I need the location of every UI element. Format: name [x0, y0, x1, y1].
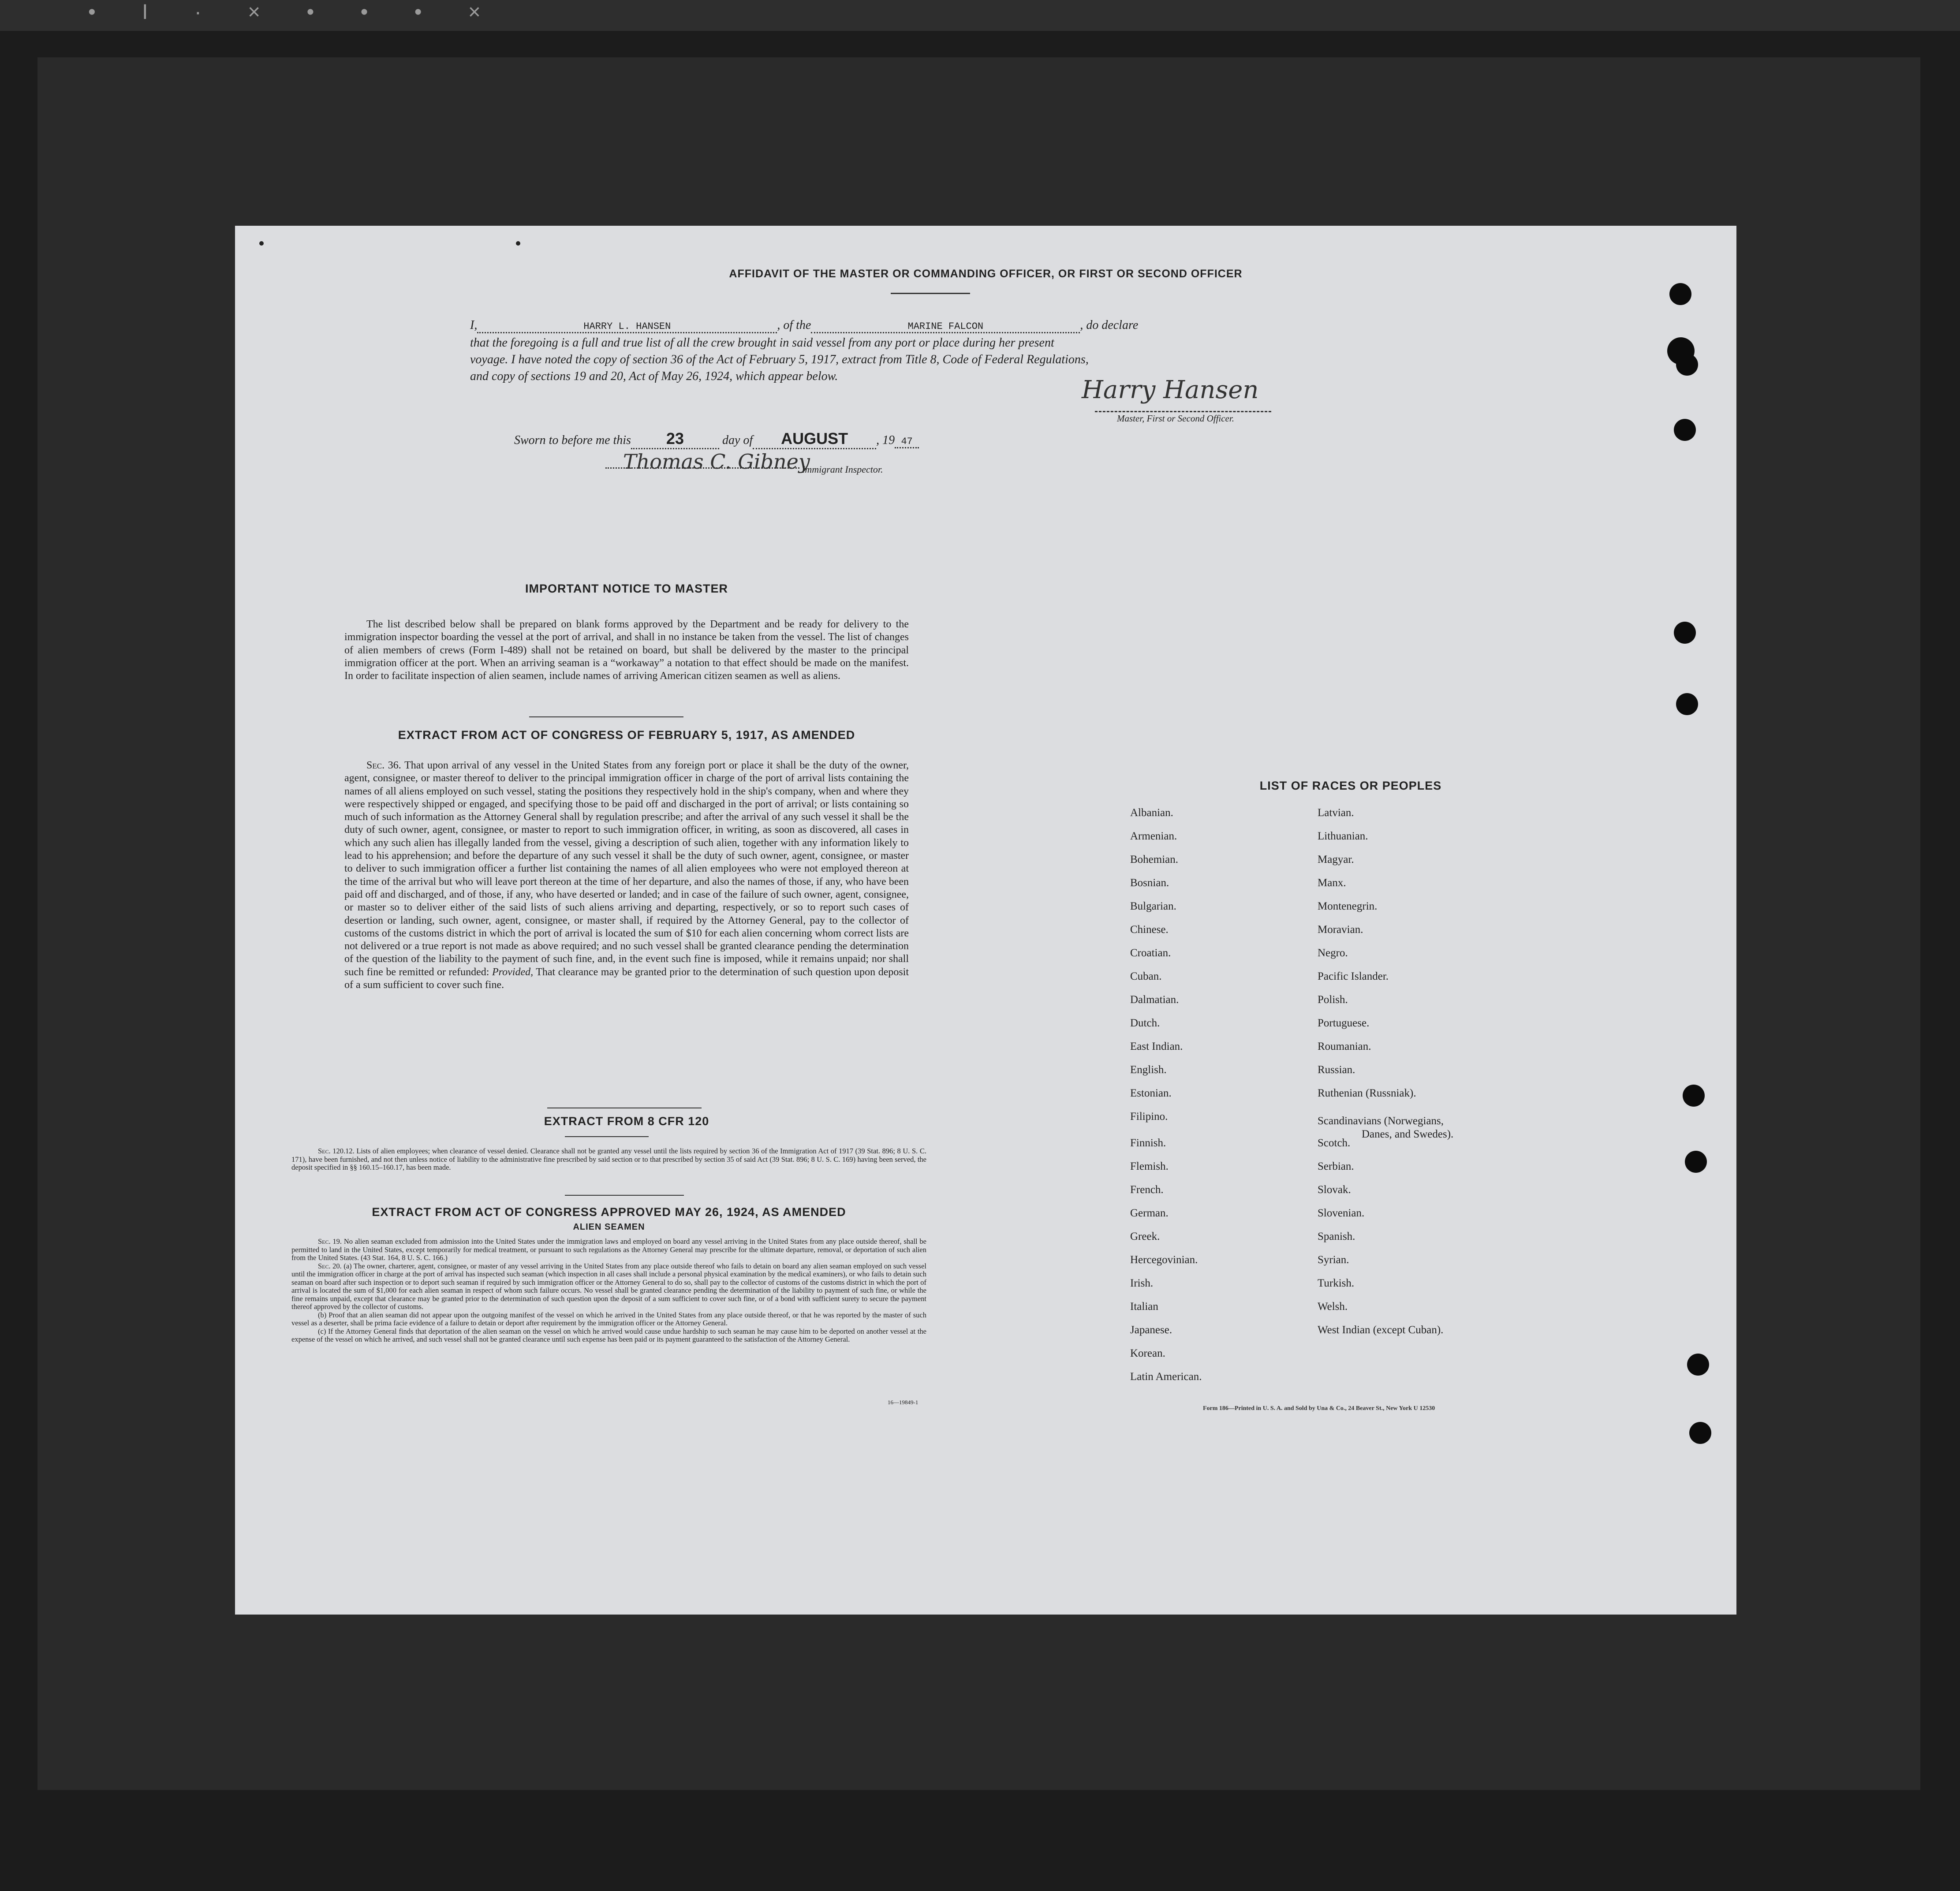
race-item: Flemish. — [1130, 1160, 1169, 1172]
race-item: Scandinavians (Norwegians, — [1318, 1115, 1444, 1127]
inspector-signature-line — [605, 467, 799, 469]
race-item: Greek. — [1130, 1231, 1160, 1242]
year-field: 47 — [895, 436, 919, 448]
sec-36-label: Sec. 36. — [366, 760, 401, 771]
cfr-title: EXTRACT FROM 8 CFR 120 — [544, 1115, 709, 1128]
race-item: Serbian. — [1318, 1160, 1354, 1172]
sec-36-text: That upon arrival of any vessel in the United States from any foreign port or place it shall be the duty of the owner, agent, consignee, or master thereof to deliver to the principal immigration officer in charge of the port of arrival lists containing the names of all aliens employed on such vessel, stating the positions they respectively hold in the ship's company, when and where they were respectively shipped or engaged, and specifying those to be paid off and discharged in the port of arrival; or lists containing so much of such information as the Attorney General shall by regulation prescribe; and after the arrival of any such vessel it shall be the duty of such owner, agent, consignee, or master to report to such immigration officer, in writing, as soon as discovered, all cases in which any such alien has illegally landed from the vessel, giving a description of such alien, together with any information likely to lead to his apprehension; and before the departure of any such vessel it shall be the duty of such owner, agent, consignee, or master to deliver to such immigration officer a further list containing the names of all alien employees who were not employed thereon at the time of the arrival but who will leave port thereon at the time of her departure, and also the names of those, if any, who have been paid off and discharged, and of those, if any, who have deserted or landed; and in case of the failure of such owner, agent, consignee, or master so to deliver either of the said lists of such aliens arriving and departing, respectively, or so to report such cases of desertion or landing, such owner, agent, consignee, or master shall, if required by the Attorney General, pay to the collector of customs of the customs district in which the port of arrival is located the sum of $10 for each alien concerning whom correct lists are not delivered or a true report is not made as above required; and no such vessel shall be granted clearance pending the determination of the question of the liability to the payment of such fine, and, in the event such fine is imposed, while it remains unpaid; nor shall such fine be remitted or refunded: — [344, 760, 909, 978]
race-item: Russian. — [1318, 1064, 1355, 1076]
para-c: (c) If the Attorney General finds that deportation of the alien seaman on the vessel on which he arrived would cause undue hardship to such seaman he may cause him to be deported on another vessel at the expense of the vessel on which he arrived, and such vessel shall not be granted clearance until such expense has been paid or its payment guaranteed to the satisfaction of the Attorney General. — [291, 1327, 926, 1343]
cfr-text: Lists of alien employees; when clearance of vessel denied. Clearance shall not be granted any vessel until the lists required by section 36 of the Immigration Act of 1917 (39 Stat. 896; 8 U. S. C. 171), have been furnished, and not then unless notice of liability to the administrative fine prescribed by said section or to that prescribed by section 35 of said Act (39 Stat. 896; 8 U. S. C. 169) having been served, the deposit specified in §§ 160.15–160.17, has been made. — [291, 1147, 927, 1171]
race-item: English. — [1130, 1064, 1167, 1076]
declaration-line-4: and copy of sections 19 and 20, Act of May 26, 1924, which appear below. — [470, 369, 838, 383]
sec-36-paragraph — [344, 759, 909, 992]
form-footer: Form 186—Printed in U. S. A. and Sold by Una & Co., 24 Beaver St., New York U 12530 — [1203, 1405, 1435, 1412]
race-item: Scotch. — [1318, 1137, 1351, 1149]
sworn-label: Sworn to before me this — [514, 433, 631, 447]
cfr-sec-label: Sec. 120.12. — [318, 1147, 355, 1155]
punch-hole — [1689, 1422, 1711, 1444]
declaration-line-3: voyage. I have noted the copy of section 36 of the Act of February 5, 1917, extract from Title 8, Code of Federal Regulations, — [470, 353, 1089, 366]
race-item: Dalmatian. — [1130, 994, 1179, 1006]
section-rule — [565, 1195, 684, 1196]
race-item: Negro. — [1318, 947, 1348, 959]
of-the-label: , of the — [777, 318, 811, 332]
film-edge-marks: • I · × • • • × — [88, 0, 501, 24]
punch-hole — [1676, 693, 1698, 715]
sec-20-paragraph — [291, 1262, 926, 1311]
day-of-label: day of — [722, 433, 753, 447]
race-item: East Indian. — [1130, 1041, 1183, 1052]
race-item: Slovak. — [1318, 1184, 1351, 1196]
race-item: Slovenian. — [1318, 1207, 1365, 1219]
race-item: Chinese. — [1130, 924, 1169, 936]
race-item: Spanish. — [1318, 1231, 1355, 1242]
master-name-field: HARRY L. HANSEN — [477, 321, 777, 333]
sec-19-label: Sec. 19. — [318, 1237, 342, 1246]
race-item: Roumanian. — [1318, 1041, 1371, 1052]
race-item: Korean. — [1130, 1347, 1165, 1359]
para-b: (b) Proof that an alien seaman did not appear upon the outgoing manifest of the vessel on which he arrived in the United States from any place outside thereof, or that he was reported by the master of such vessel as a deserter, shall be prima facie evidence of a failure to detain or deport after requirement by the immigration officer or the Attorney General. — [291, 1310, 926, 1327]
race-item: Polish. — [1318, 994, 1348, 1006]
race-item: Armenian. — [1130, 830, 1177, 842]
declaration-line-2: that the foregoing is a full and true list of all the crew brought in said vessel from any port or place during her present — [470, 336, 1054, 350]
punch-hole — [1683, 1085, 1705, 1107]
race-item: Italian — [1130, 1301, 1158, 1313]
race-item: Turkish. — [1318, 1277, 1355, 1289]
race-item: Portuguese. — [1318, 1017, 1370, 1029]
proviso-text: That clearance may be granted prior to the determination of such question upon deposit of a sum sufficient to cover such fine. — [344, 966, 909, 991]
race-item: Filipino. — [1130, 1111, 1168, 1123]
race-item: Latvian. — [1318, 807, 1354, 819]
punch-hole — [1674, 622, 1696, 644]
punch-hole — [1685, 1151, 1707, 1173]
notice-title: IMPORTANT NOTICE TO MASTER — [525, 582, 728, 595]
race-item: French. — [1130, 1184, 1164, 1196]
punch-hole — [1687, 1354, 1709, 1376]
extract-1917-title: EXTRACT FROM ACT OF CONGRESS OF FEBRUARY 5, 1917, AS AMENDED — [398, 728, 855, 742]
inspector-signature: Thomas C. Gibney — [623, 450, 810, 474]
master-signature: Harry Hansen — [1082, 376, 1259, 404]
race-item: Danes, and Swedes). — [1362, 1128, 1454, 1140]
sec-19-paragraph — [291, 1238, 926, 1262]
notice-text: The list described below shall be prepared on blank forms approved by the Department and be ready for delivery to the immigration inspector boarding the vessel at the port of arrival, and shall in no instance be taken from the vessel. The list of changes of alien members of crews (Form I-489) shall not be retained on board, but shall be delivered by the master to the principal immigration officer at the port. When an arriving seaman is a “workaway” a notation to that effect should be made on the manifest. In order to facilitate inspection of alien seamen, include names of arriving American citizen seamen as well as aliens. — [344, 619, 909, 682]
extract-1924-block — [291, 1238, 926, 1344]
race-item: Bohemian. — [1130, 854, 1179, 865]
notice-text-block — [344, 618, 909, 683]
race-item: Albanian. — [1130, 807, 1173, 819]
races-title: LIST OF RACES OR PEOPLES — [1259, 779, 1442, 792]
race-item: Dutch. — [1130, 1017, 1160, 1029]
section-rule — [529, 716, 683, 717]
vessel-name-field: MARINE FALCON — [811, 321, 1080, 333]
sec-20-text: (a) The owner, charterer, agent, consignee, or master of any vessel arriving in the United States from any place outside thereof who fails to detain on board any alien seaman employed on such vessel until the immigration officer in charge at the port of arrival has inspected such seaman (which inspection in all cases shall include a personal physical examination by the medical examiners), or who fails to detain such seaman on board after such inspection or to deport such seaman if required by such immigration officer or the Attorney General to do so, shall pay to the collector of customs of the customs district in which the port of arrival is located the sum of $1,000 for each alien seaman in respect of whom such failure occurs. No vessel shall be granted clearance pending the determination of the liability to payment of such fine, or while the fine remains unpaid, except that clearance may be granted prior to the determination of such question upon the deposit of a sum sufficient to cover such fine, or of a bond with sufficient surety to secure the payment thereof approved by the collector of customs. — [291, 1261, 926, 1311]
cfr-block — [291, 1147, 926, 1172]
race-item: Hercegovinian. — [1130, 1254, 1198, 1266]
race-item: Magyar. — [1318, 854, 1354, 865]
i-label: I, — [470, 318, 478, 332]
cfr-paragraph — [291, 1147, 926, 1172]
race-item: Pacific Islander. — [1318, 970, 1389, 982]
race-item: Japanese. — [1130, 1324, 1172, 1336]
affidavit-title: AFFIDAVIT OF THE MASTER OR COMMANDING OFFICER, OR FIRST OR SECOND OFFICER — [729, 268, 1243, 280]
race-item: Montenegrin. — [1318, 900, 1378, 912]
race-item: Finnish. — [1130, 1137, 1166, 1149]
document-page — [235, 226, 1736, 1615]
race-item: Manx. — [1318, 877, 1346, 889]
race-item: Estonian. — [1130, 1087, 1172, 1099]
sec-19-text: No alien seaman excluded from admission into the United States under the immigration laws and employed on board any vessel arriving in the United States from any place outside thereof, shall be permitted to land in the United States, except temporarily for medical treatment, or pursuant to such regulations as the Attorney General may prescribe for the ultimate departure, removal, or deportation of such alien from the United States. (43 Stat. 164, 8 U. S. C. 166.) — [291, 1237, 926, 1262]
sworn-line — [514, 429, 919, 449]
race-item: Welsh. — [1318, 1301, 1348, 1313]
section-rule — [565, 1136, 649, 1137]
race-item: German. — [1130, 1207, 1169, 1219]
race-item: Ruthenian (Russniak). — [1318, 1087, 1416, 1099]
sworn-block — [235, 226, 1736, 534]
year-prefix: , 19 — [876, 433, 895, 447]
race-item: Lithuanian. — [1318, 830, 1368, 842]
extract-1924-title: EXTRACT FROM ACT OF CONGRESS APPROVED MAY 26, 1924, AS AMENDED — [372, 1205, 846, 1219]
race-item: Syrian. — [1318, 1254, 1349, 1266]
race-item: West Indian (except Cuban). — [1318, 1324, 1444, 1336]
race-item: Latin American. — [1130, 1371, 1202, 1383]
race-item: Cuban. — [1130, 970, 1162, 982]
race-item: Bosnian. — [1130, 877, 1169, 889]
extract-1917-block — [344, 759, 909, 992]
month-field: AUGUST — [753, 429, 876, 449]
alien-seamen-subtitle: ALIEN SEAMEN — [573, 1222, 645, 1232]
race-item: Moravian. — [1318, 924, 1363, 936]
do-declare-label: , do declare — [1080, 318, 1139, 332]
inspector-caption: Immigrant Inspector. — [802, 464, 883, 475]
master-caption: Master, First or Second Officer. — [1117, 413, 1234, 424]
race-item: Croatian. — [1130, 947, 1171, 959]
sec-20-label: Sec. 20. — [318, 1261, 342, 1270]
form-code: 16—19849-1 — [888, 1399, 918, 1406]
race-item: Bulgarian. — [1130, 900, 1176, 912]
day-field: 23 — [631, 429, 719, 449]
proviso-label: Provided, — [492, 966, 534, 978]
race-item: Irish. — [1130, 1277, 1154, 1289]
